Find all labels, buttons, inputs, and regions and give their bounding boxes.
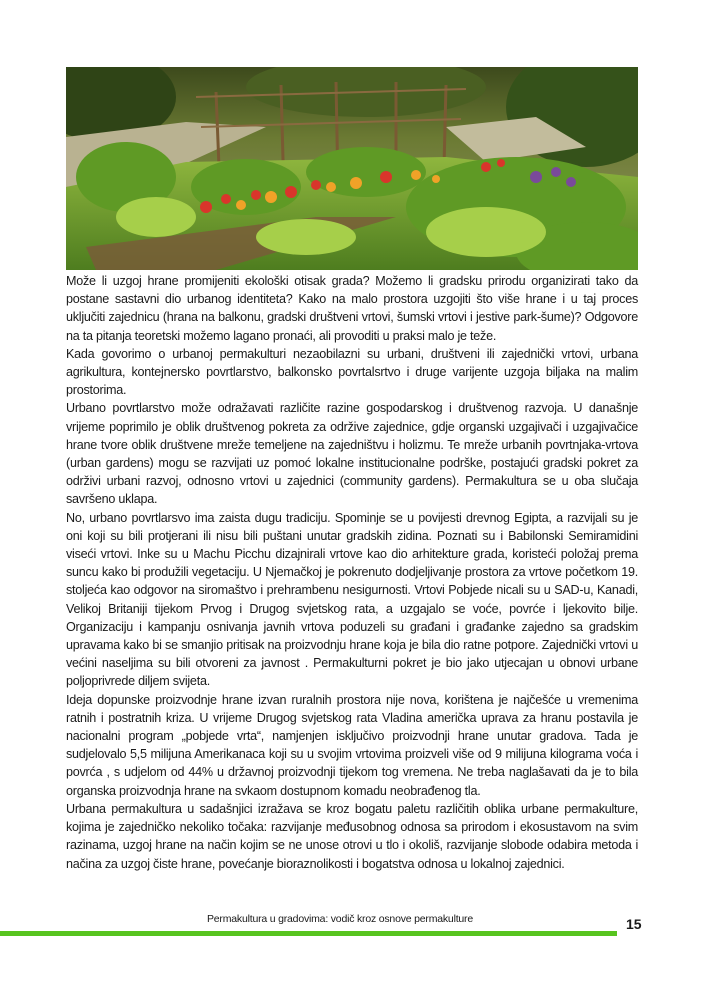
- running-footer-title: Permakultura u gradovima: vodič kroz osnove permakulture: [206, 913, 473, 925]
- garden-photo-icon: [66, 67, 638, 270]
- paragraph: Urbano povrtlarstvo može odražavati različite razine gospodarskog i društvenog razvoja. U današnje vrijeme poprimilo je oblik društvenog pokreta za održive zajednice, gdje organski uzgajivači i uzgajivačice hrane tvore oblik društvene mreže temeljene na zajedništvu i holizmu. Te mreže urbanih povrtnjaka-vrtova (urban gardens) mogu se razvijati uz pomoć lokalne institucionalne podrške, postajući gradski pokret za održivi urbani razvoj, odnosno vrtovi u zajednici (community gardens). Permakultura se u oba slučaja savršeno uklapa.: [66, 401, 638, 507]
- article-body: [66, 272, 638, 873]
- paragraph: Može li uzgoj hrane promijeniti ekološki otisak grada? Možemo li gradsku prirodu organizirati tako da postane sastavni dio urbanog identiteta? Kako na malo prostora uzgojiti što više hrane i u taj proces uključiti zajednicu (hrana na balkonu, gradski društveni vrtovi, šumski vrtovi i jestive park-šume)? Odgovore na ta pitanja teoretski možemo lagano pronaći, ali provoditi u praksi malo je teže.: [66, 274, 638, 343]
- paragraph: Urbana permakultura u sadašnjici izražava se kroz bogatu paletu različitih oblika urbane permakulture, kojima je zajedničko nekoliko točaka: razvijanje međusobnog odnosa sa prirodom i ekosustavom na svim razinama, uzgoj hrane na način kojim se ne unose otrovi u tlo i okoliš, razvijanje slobode odabira metoda i načina za uzgoj čiste hrane, povećanje bioraznolikosti i bogatstva odnosa u lokalnoj zajednici.: [66, 801, 638, 871]
- paragraph: Kada govorimo o urbanoj permakulturi nezaobilazni su urbani, društveni ili zajednički vrtovi, urbana agrikultura, kontejnersko povrtlarstvo, balkonsko povrtalsrtvo i druge varijente uzgoja biljaka na malim prostorima.: [66, 346, 638, 398]
- paragraph: No, urbano povrtlarsvo ima zaista dugu tradiciju. Spominje se u povijesti drevnog Egipta, a razvijali su je oni koji su bili protjerani ili nisu bili puštani unutar gradskih zidina. Poznati su i Babilonski Semiramidini viseći vrtovi. Inke su u Machu Picchu dizajnirali vrtove kao dio arhitekture grada, koristeći položaj prema suncu kako bi produžili vegetaciju. U Njemačkoj je pokrenuto dodjeljivanje prostora za vrtove početkom 19. stoljeća kao odgovor na siromaštvo i prehrambenu nesigurnosti. Vrtovi Pobjede nicali su u SAD-u, Kanadi, Velikoj Britaniji tijekom Prvog i Drugog svjetskog rata, a uzgajalo se voće, povrće i ljekovito bilje. Organizaciju i kampanju osnivanja javnih vrtova poduzeli su građani i građanke zajedno sa gradskim upravama kako bi se smanjio pritisak na proizvodnju hrane koja je bila dio ratne potpore. Zajednički vrtovi u većini naseljima su bili otvoreni za javnost . Permakulturni pokret je bio jako utjecajan u obnovi urbane poljoprivrede diljem svijeta.: [66, 510, 638, 689]
- footer-rule: [0, 931, 617, 936]
- paragraph: Ideja dopunske proizvodnje hrane izvan ruralnih prostora nije nova, korištena je najčešće u vremenima ratnih i postratnih kriza. U vrijeme Drugog svjetskog rata Vladina američka uprava za hranu postavila je nacionalni program „pobjede vrta“, namjenjen isključivo proizvodnji hrane unutar gradova. Tada je sudjelovalo 5,5 milijuna Amerikanaca koji su u svojim vrtovima proizveli više od 9 milijuna kilograma voća i povrća , s udjelom od 44% u državnoj proizvodnji tijekom tog vremena. Ne treba naglašavati da je to bila organska proizvodnja hrane na svkaom dostupnom komadu neobrađenog tla.: [66, 692, 638, 798]
- page-number: 15: [626, 916, 642, 932]
- garden-photo: [66, 67, 638, 270]
